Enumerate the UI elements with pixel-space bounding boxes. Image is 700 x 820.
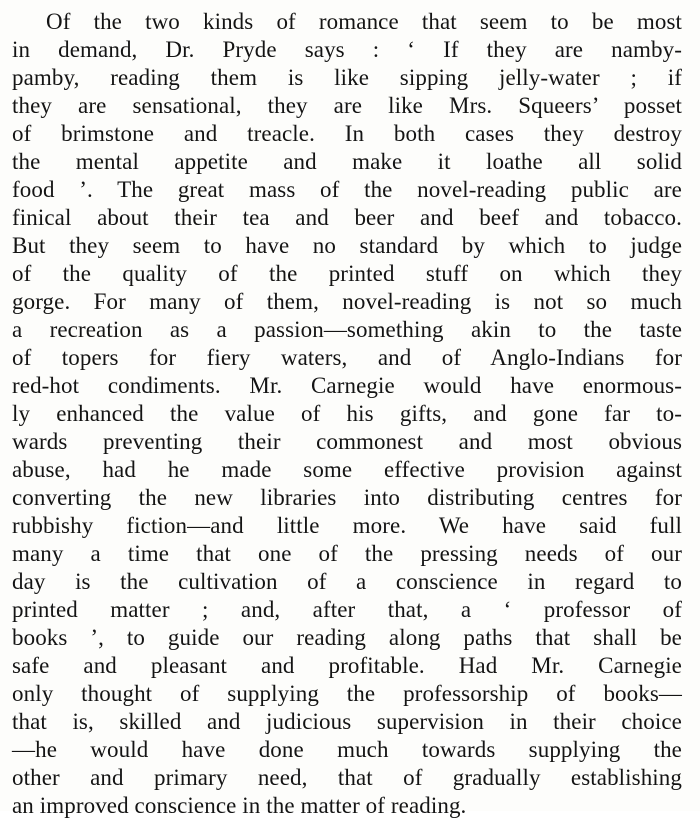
text-line-14: red-hot condiments. Mr. Carnegie would have enormous- <box>12 373 682 398</box>
text-line-27: —he would have done much towards supplying the <box>12 737 682 762</box>
text-line-5: of brimstone and treacle. In both cases they destroy <box>12 121 682 146</box>
text-line-13: of topers for fiery waters, and of Anglo-Indians for <box>12 345 682 370</box>
text-line-25: only thought of supplying the professorship of books— <box>12 681 682 706</box>
text-line-6: the mental appetite and make it loathe all solid <box>12 149 682 174</box>
text-line-23: books ’, to guide our reading along paths that shall be <box>12 625 682 650</box>
text-line-8: finical about their tea and beer and beef and tobacco. <box>12 205 682 230</box>
text-line-1: Of the two kinds of romance that seem to be most <box>46 9 682 34</box>
text-line-16: wards preventing their commonest and most obvious <box>12 429 682 454</box>
text-line-2: in demand, Dr. Pryde says : ‘ If they are namby- <box>12 37 682 62</box>
text-line-29: an improved conscience in the matter of reading. <box>12 793 467 818</box>
text-line-12: a recreation as a passion—something akin to the taste <box>12 317 682 342</box>
text-line-17: abuse, had he made some effective provision against <box>12 457 682 482</box>
text-line-10: of the quality of the printed stuff on which they <box>12 261 682 286</box>
text-line-18: converting the new libraries into distributing centres for <box>12 485 682 510</box>
text-line-3: pamby, reading them is like sipping jelly-water ; if <box>12 65 682 90</box>
text-line-26: that is, skilled and judicious supervision in their choice <box>12 709 682 734</box>
text-line-21: day is the cultivation of a conscience in regard to <box>12 569 682 594</box>
text-line-22: printed matter ; and, after that, a ‘ professor of <box>12 597 682 622</box>
article-text <box>12 8 682 820</box>
text-line-24: safe and pleasant and profitable. Had Mr. Carnegie <box>12 653 682 678</box>
text-line-20: many a time that one of the pressing needs of our <box>12 541 682 566</box>
text-line-11: gorge. For many of them, novel-reading is not so much <box>12 289 682 314</box>
text-line-7: food ’. The great mass of the novel-reading public are <box>12 177 682 202</box>
text-line-19: rubbishy fiction—and little more. We have said full <box>12 513 682 538</box>
text-line-28: other and primary need, that of gradually establishing <box>12 765 682 790</box>
text-line-4: they are sensational, they are like Mrs. Squeers’ posset <box>12 93 682 118</box>
text-line-9: But they seem to have no standard by which to judge <box>12 233 682 258</box>
text-line-15: ly enhanced the value of his gifts, and gone far to- <box>12 401 682 426</box>
